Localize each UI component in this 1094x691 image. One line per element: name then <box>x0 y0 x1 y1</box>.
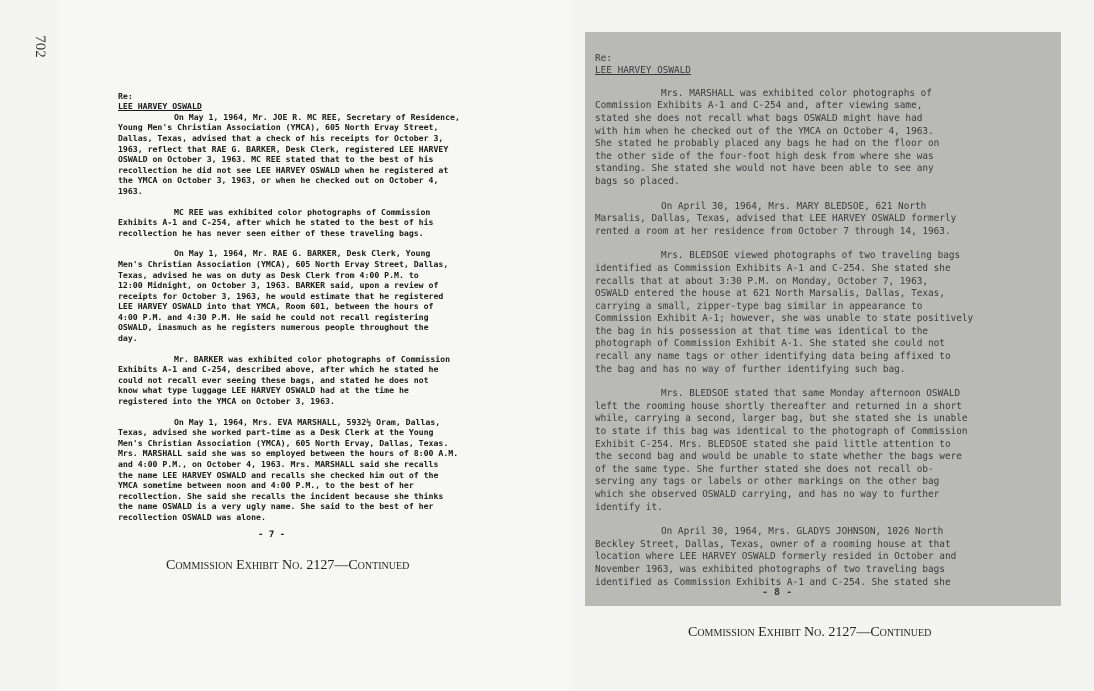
re-subject-name: LEE HARVEY OSWALD <box>118 101 202 112</box>
page-footer-number: - 7 - <box>258 530 286 540</box>
paragraph: Mrs. BLEDSOE stated that same Monday afternoon OSWALD left the rooming house shortly thereafter and returned in a short while, carrying a second, larger bag, but she stated she is unable to state if this bag was identical to the photograph of Commission Exhibit C-254. Mrs. BLEDSOE stated she paid little attention to the second bag and would be unable to state whether the bags were of the same type. She further stated she does not recall ob- serving any tags or labels or other markings on the other bag which she observed OSWALD carrying, and has no way to further identify it. <box>595 388 968 513</box>
re-label: Re: <box>595 52 612 64</box>
page-footer-number: - 8 - <box>762 587 793 598</box>
re-label: Re: <box>118 90 133 101</box>
re-subject-name: LEE HARVEY OSWALD <box>595 65 691 77</box>
paragraph: On April 30, 1964, Mrs. GLADYS JOHNSON, 1026 North Beckley Street, Dallas, Texas, owner of a rooming house at that location where LEE HARVEY OSWALD formerly resided in October and November 1963, was exhibited photographs of two traveling bags identified as Commission Exhibits A-1 and C-254. She stated she <box>595 526 957 588</box>
paragraph: On May 1, 1964, Mr. JOE R. MC REE, Secretary of Residence, Young Men's Christian Association (YMCA), 605 North Ervay Street, Dallas, Texas, advised that a check of his receipts for October 3, 1963, reflect that RAE G. BARKER, Desk Clerk, registered LEE HARVEY OSWALD on October 3, 1963. MC REE stated that to the best of his recollection he did not see LEE HARVEY OSWALD when he registered at the YMCA on October 3, 1963, or when he checked out on October 4, 1963. <box>118 111 460 196</box>
exhibit-caption: Commission Exhibit No. 2127—Continued <box>688 625 932 640</box>
right-document-body <box>595 40 1055 601</box>
left-document-body <box>118 80 513 533</box>
page-number: 702 <box>31 35 48 58</box>
re-line <box>595 40 1055 78</box>
paragraph: Mr. BARKER was exhibited color photographs of Commission Exhibits A-1 and C-254, described above, after which he stated he could not recall ever seeing these bags, and stated he does not know what type luggage LEE HARVEY OSWALD had at the time he registered into the YMCA on October 3, 1963. <box>118 353 451 407</box>
re-line <box>118 80 513 112</box>
paragraph: On May 1, 1964, Mrs. EVA MARSHALL, 5932½ Oram, Dallas, Texas, advised she worked part-time as a Desk Clerk at the Young Men's Christian Association (YMCA), 605 North Ervay, Dallas, Texas. Mrs. MARSHALL said she was so employed between the hours of 8:00 A.M. and 4:00 P.M., on October 4, 1963. Mrs. MARSHALL said she recalls the name LEE HARVEY OSWALD and recalls she checked him out of the YMCA sometime between noon and 4:00 P.M., to the best of her recollection. She said she recalls the incident because she thinks the name OSWALD is a very ugly name. She said to the best of her recollection OSWALD was alone. <box>118 416 459 522</box>
paragraph: MC REE was exhibited color photographs of Commission Exhibits A-1 and C-254, after which he stated to the best of his recollection he has never seen either of these traveling bags. <box>118 206 434 238</box>
exhibit-caption: Commission Exhibit No. 2127—Continued <box>166 558 410 573</box>
paragraph: On May 1, 1964, Mr. RAE G. BARKER, Desk Clerk, Young Men's Christian Association (YMCA), 605 North Ervay Street, Dallas, Texas, advised he was on duty as Desk Clerk from 4:00 P.M. to 12:00 Midnight, on October 3, 1963. BARKER said, upon a review of receipts for October 3, 1963, he would estimate that he registered LEE HARVEY OSWALD into that YMCA, Room 601, between the hours of 4:00 P.M. and 4:30 P.M. He said he could not recall registering OSWALD, inasmuch as he registers numerous people throughout the day. <box>118 248 449 344</box>
paragraph: Mrs. BLEDSOE viewed photographs of two traveling bags identified as Commission Exhibits A-1 and C-254. She stated she recalls that at about 3:30 P.M. on Monday, October 7, 1963, OSWALD entered the house at 621 North Marsalis, Dallas, Texas, carrying a small, zipper-type bag similar in appearance to Commission Exhibit A-1; however, she was unable to state positively the bag in his possession at that time was identical to the photograph of Commission Exhibit A-1. She stated she could not recall any name tags or other identifying data being affixed to the bag and has no way of further identifying such bag. <box>595 250 974 375</box>
paragraph: On April 30, 1964, Mrs. MARY BLEDSOE, 621 North Marsalis, Dallas, Texas, advised that LEE HARVEY OSWALD formerly rented a room at her residence from October 7 through 14, 1963. <box>595 200 957 237</box>
paragraph: Mrs. MARSHALL was exhibited color photographs of Commission Exhibits A-1 and C-254 and, after viewing same, stated she does not recall what bags OSWALD might have had with him when he checked out of the YMCA on October 4, 1963. She stated he probably placed any bags he had on the floor on the other side of the four-foot high desk from where she was standing. She stated she would not have been able to see any bags so placed. <box>595 87 940 187</box>
